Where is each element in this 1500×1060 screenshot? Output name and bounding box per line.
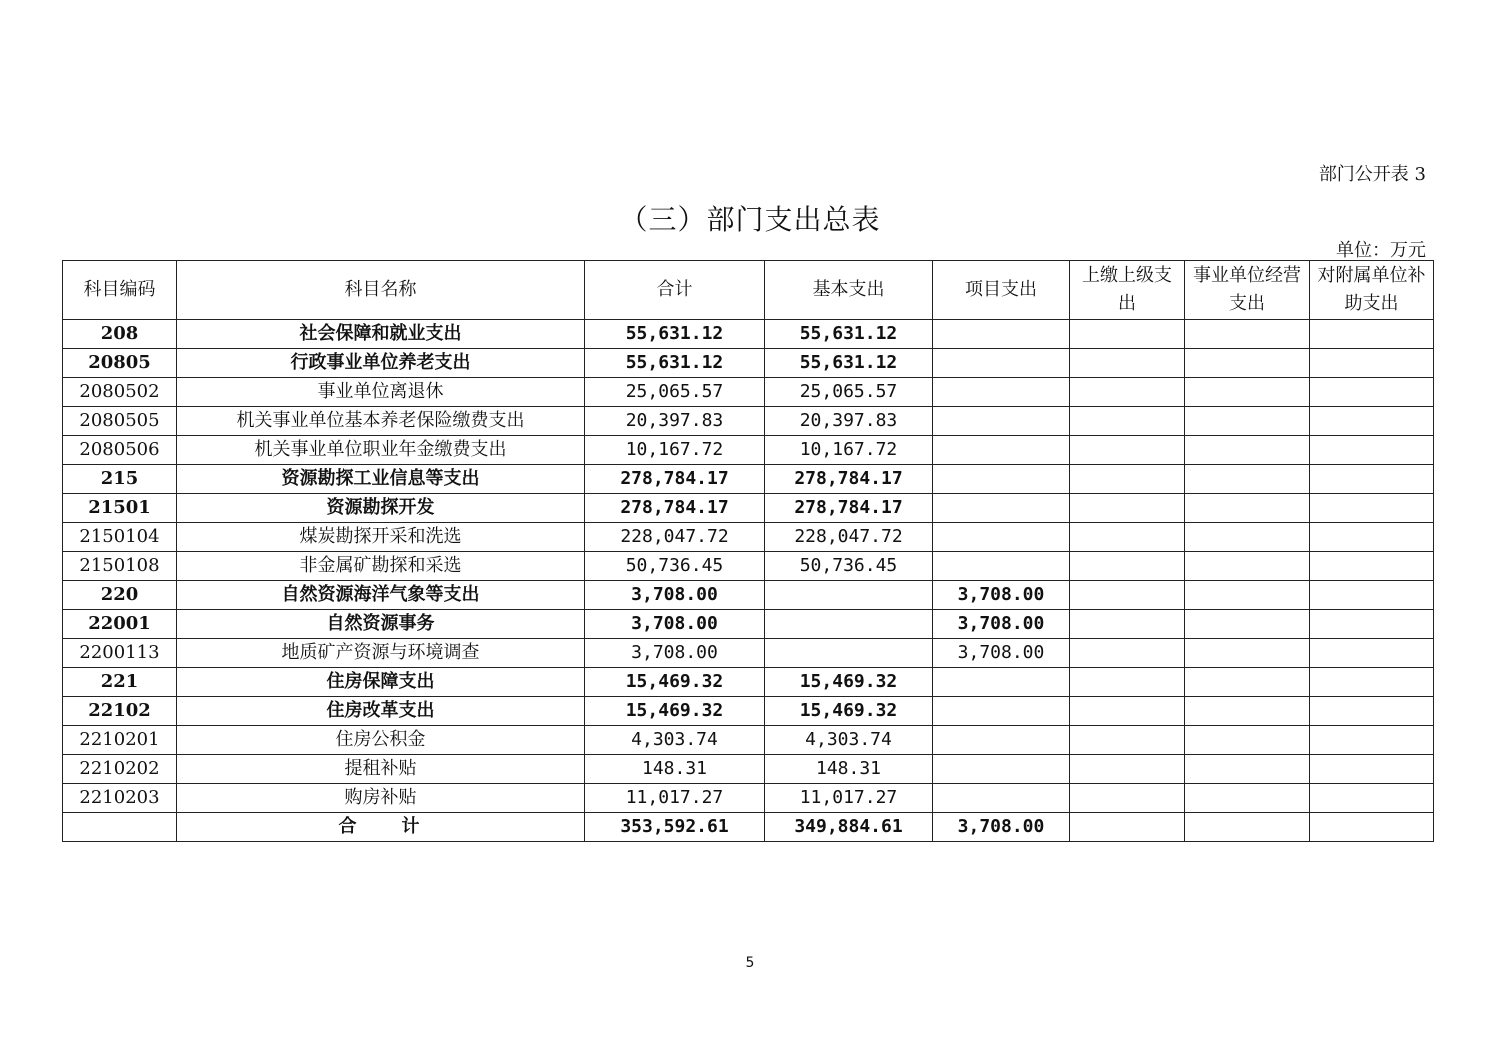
cell-business — [1185, 552, 1310, 581]
cell-code: 2080505 — [63, 407, 177, 436]
cell-total: 3,708.00 — [585, 610, 765, 639]
table-row — [63, 523, 1434, 552]
cell-business — [1185, 494, 1310, 523]
table-row — [63, 668, 1434, 697]
cell-basic: 25,065.57 — [765, 378, 933, 407]
cell-name: 自然资源海洋气象等支出 — [177, 581, 585, 610]
cell-total: 11,017.27 — [585, 784, 765, 813]
table-row — [63, 378, 1434, 407]
cell-business — [1185, 523, 1310, 552]
header-business: 事业单位经营支出 — [1185, 261, 1310, 320]
cell-basic — [765, 610, 933, 639]
cell-project — [933, 726, 1070, 755]
table-body — [63, 320, 1434, 842]
cell-subsidy — [1310, 320, 1434, 349]
cell-code: 2210203 — [63, 784, 177, 813]
cell-project — [933, 349, 1070, 378]
cell-project — [933, 320, 1070, 349]
cell-code: 2210201 — [63, 726, 177, 755]
cell-code: 2210202 — [63, 755, 177, 784]
cell-name: 购房补贴 — [177, 784, 585, 813]
page-title: （三）部门支出总表 — [619, 203, 881, 236]
cell-subsidy — [1310, 436, 1434, 465]
cell-total: 55,631.12 — [585, 320, 765, 349]
cell-project — [933, 436, 1070, 465]
cell-subsidy — [1310, 697, 1434, 726]
cell-basic: 4,303.74 — [765, 726, 933, 755]
cell-total: 278,784.17 — [585, 465, 765, 494]
cell-code: 22102 — [63, 697, 177, 726]
cell-upper — [1070, 755, 1185, 784]
cell-basic: 10,167.72 — [765, 436, 933, 465]
cell-project — [933, 494, 1070, 523]
cell-upper — [1070, 813, 1185, 842]
cell-basic: 278,784.17 — [765, 494, 933, 523]
table-row — [63, 320, 1434, 349]
cell-upper — [1070, 523, 1185, 552]
cell-upper — [1070, 378, 1185, 407]
cell-total: 50,736.45 — [585, 552, 765, 581]
cell-name: 机关事业单位职业年金缴费支出 — [177, 436, 585, 465]
cell-subsidy — [1310, 784, 1434, 813]
cell-total: 278,784.17 — [585, 494, 765, 523]
cell-basic: 228,047.72 — [765, 523, 933, 552]
cell-basic: 148.31 — [765, 755, 933, 784]
table-row — [63, 465, 1434, 494]
cell-basic: 20,397.83 — [765, 407, 933, 436]
cell-code: 208 — [63, 320, 177, 349]
cell-name: 地质矿产资源与环境调查 — [177, 639, 585, 668]
cell-subsidy — [1310, 407, 1434, 436]
table-row — [63, 436, 1434, 465]
cell-subsidy — [1310, 523, 1434, 552]
cell-subsidy — [1310, 813, 1434, 842]
cell-code: 20805 — [63, 349, 177, 378]
cell-code: 220 — [63, 581, 177, 610]
cell-total: 228,047.72 — [585, 523, 765, 552]
cell-total: 10,167.72 — [585, 436, 765, 465]
cell-upper — [1070, 494, 1185, 523]
cell-subsidy — [1310, 581, 1434, 610]
cell-project — [933, 378, 1070, 407]
cell-name: 煤炭勘探开采和洗选 — [177, 523, 585, 552]
table-row — [63, 755, 1434, 784]
cell-name: 提租补贴 — [177, 755, 585, 784]
cell-name: 事业单位离退休 — [177, 378, 585, 407]
cell-project — [933, 407, 1070, 436]
cell-code: 2200113 — [63, 639, 177, 668]
cell-name: 住房改革支出 — [177, 697, 585, 726]
cell-name: 非金属矿勘探和采选 — [177, 552, 585, 581]
cell-project — [933, 755, 1070, 784]
cell-subsidy — [1310, 755, 1434, 784]
cell-upper — [1070, 465, 1185, 494]
cell-business — [1185, 784, 1310, 813]
cell-business — [1185, 697, 1310, 726]
cell-upper — [1070, 668, 1185, 697]
cell-basic: 349,884.61 — [765, 813, 933, 842]
cell-code: 21501 — [63, 494, 177, 523]
header-total: 合计 — [585, 261, 765, 320]
cell-name: 资源勘探开发 — [177, 494, 585, 523]
cell-business — [1185, 349, 1310, 378]
cell-code: 2150104 — [63, 523, 177, 552]
cell-upper — [1070, 320, 1185, 349]
cell-code: 215 — [63, 465, 177, 494]
table-number-label: 部门公开表 3 — [1318, 164, 1426, 185]
cell-upper — [1070, 552, 1185, 581]
cell-subsidy — [1310, 639, 1434, 668]
header-name: 科目名称 — [177, 261, 585, 320]
cell-business — [1185, 465, 1310, 494]
cell-name: 住房公积金 — [177, 726, 585, 755]
cell-business — [1185, 320, 1310, 349]
cell-project: 3,708.00 — [933, 610, 1070, 639]
cell-business — [1185, 668, 1310, 697]
cell-upper — [1070, 349, 1185, 378]
cell-basic: 15,469.32 — [765, 668, 933, 697]
cell-project — [933, 523, 1070, 552]
table-row — [63, 349, 1434, 378]
cell-upper — [1070, 639, 1185, 668]
cell-total: 4,303.74 — [585, 726, 765, 755]
cell-project — [933, 668, 1070, 697]
cell-upper — [1070, 697, 1185, 726]
table-row — [63, 610, 1434, 639]
cell-upper — [1070, 726, 1185, 755]
cell-total: 3,708.00 — [585, 581, 765, 610]
cell-basic: 278,784.17 — [765, 465, 933, 494]
cell-subsidy — [1310, 494, 1434, 523]
cell-total: 148.31 — [585, 755, 765, 784]
header-upper: 上缴上级支出 — [1070, 261, 1185, 320]
cell-upper — [1070, 581, 1185, 610]
cell-total: 353,592.61 — [585, 813, 765, 842]
table-row — [63, 581, 1434, 610]
cell-total: 15,469.32 — [585, 668, 765, 697]
cell-code: 22001 — [63, 610, 177, 639]
cell-business — [1185, 610, 1310, 639]
cell-total: 3,708.00 — [585, 639, 765, 668]
cell-name: 社会保障和就业支出 — [177, 320, 585, 349]
cell-basic: 55,631.12 — [765, 320, 933, 349]
cell-upper — [1070, 784, 1185, 813]
cell-basic — [765, 581, 933, 610]
table-row — [63, 726, 1434, 755]
header-project: 项目支出 — [933, 261, 1070, 320]
table-row — [63, 639, 1434, 668]
cell-business — [1185, 581, 1310, 610]
page-number: 5 — [745, 955, 755, 971]
cell-project — [933, 465, 1070, 494]
cell-upper — [1070, 436, 1185, 465]
total-row — [63, 813, 1434, 842]
cell-project: 3,708.00 — [933, 813, 1070, 842]
cell-name: 自然资源事务 — [177, 610, 585, 639]
cell-project: 3,708.00 — [933, 581, 1070, 610]
cell-name: 机关事业单位基本养老保险缴费支出 — [177, 407, 585, 436]
cell-project — [933, 697, 1070, 726]
table-row — [63, 552, 1434, 581]
cell-business — [1185, 755, 1310, 784]
cell-basic: 15,469.32 — [765, 697, 933, 726]
cell-upper — [1070, 610, 1185, 639]
cell-business — [1185, 639, 1310, 668]
cell-basic: 55,631.12 — [765, 349, 933, 378]
header-subsidy: 对附属单位补助支出 — [1310, 261, 1434, 320]
cell-subsidy — [1310, 610, 1434, 639]
header-basic: 基本支出 — [765, 261, 933, 320]
table-header-row — [63, 261, 1434, 320]
cell-subsidy — [1310, 552, 1434, 581]
cell-code: 221 — [63, 668, 177, 697]
header-code: 科目编码 — [63, 261, 177, 320]
table-row — [63, 697, 1434, 726]
cell-total: 55,631.12 — [585, 349, 765, 378]
cell-name: 住房保障支出 — [177, 668, 585, 697]
cell-business — [1185, 436, 1310, 465]
cell-subsidy — [1310, 349, 1434, 378]
cell-code: 2150108 — [63, 552, 177, 581]
cell-project — [933, 784, 1070, 813]
cell-total: 25,065.57 — [585, 378, 765, 407]
cell-total: 15,469.32 — [585, 697, 765, 726]
expenditure-table — [62, 260, 1434, 842]
cell-upper — [1070, 407, 1185, 436]
cell-total: 20,397.83 — [585, 407, 765, 436]
cell-basic: 11,017.27 — [765, 784, 933, 813]
cell-name: 行政事业单位养老支出 — [177, 349, 585, 378]
cell-business — [1185, 726, 1310, 755]
cell-basic: 50,736.45 — [765, 552, 933, 581]
cell-code — [63, 813, 177, 842]
cell-code: 2080502 — [63, 378, 177, 407]
cell-subsidy — [1310, 726, 1434, 755]
cell-project: 3,708.00 — [933, 639, 1070, 668]
table-row — [63, 494, 1434, 523]
cell-project — [933, 552, 1070, 581]
cell-subsidy — [1310, 378, 1434, 407]
cell-basic — [765, 639, 933, 668]
cell-subsidy — [1310, 668, 1434, 697]
cell-name: 合 计 — [177, 813, 585, 842]
cell-business — [1185, 378, 1310, 407]
cell-code: 2080506 — [63, 436, 177, 465]
table-row — [63, 784, 1434, 813]
unit-label: 单位：万元 — [1336, 240, 1426, 261]
cell-subsidy — [1310, 465, 1434, 494]
table-row — [63, 407, 1434, 436]
cell-business — [1185, 407, 1310, 436]
cell-name: 资源勘探工业信息等支出 — [177, 465, 585, 494]
cell-business — [1185, 813, 1310, 842]
